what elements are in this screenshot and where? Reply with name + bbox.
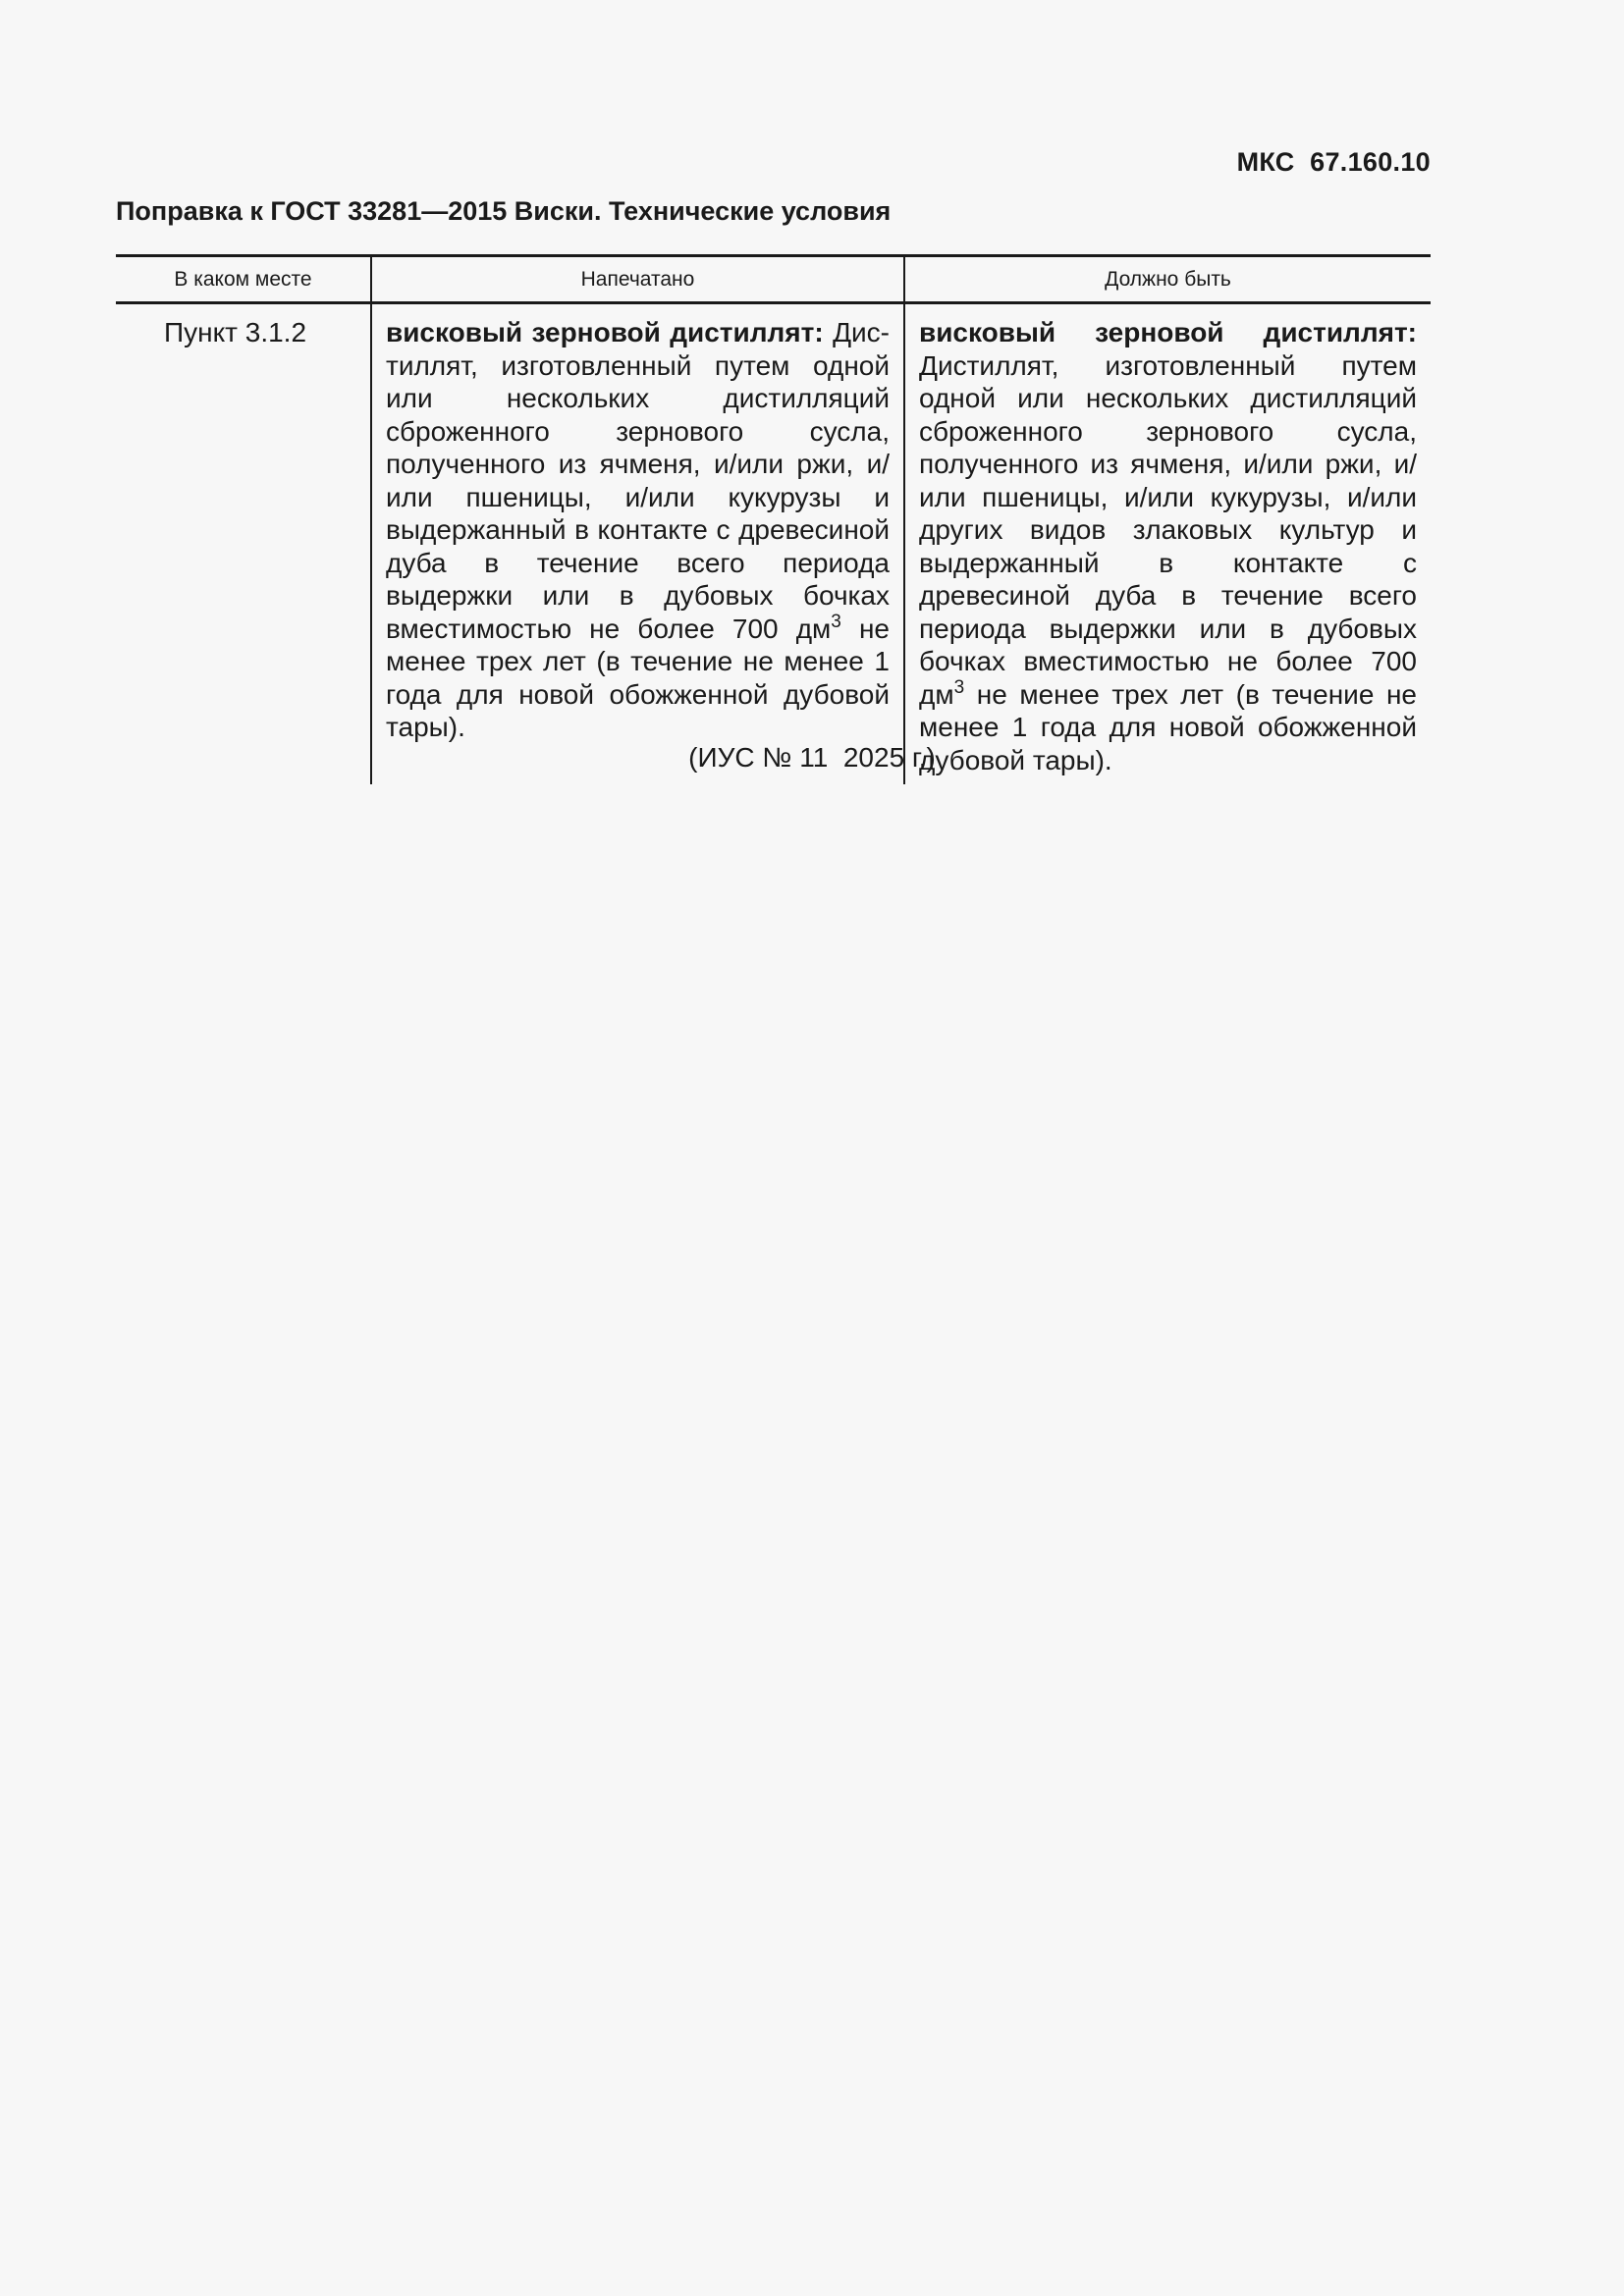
table-header-row [116,256,1431,303]
amendment-table [116,254,1431,784]
printed-superscript: 3 [831,611,841,632]
cell-place: Пункт 3.1.2 [163,317,307,347]
source-reference: (ИУС № 11 2025 г.) [688,742,936,773]
cell-correct [904,303,1431,785]
correct-superscript: 3 [953,676,965,698]
printed-text: Дистиллят, изготовленный путем одной или нескольких дистилляций сброженного зернового сусла, полученного из ячменя, и/или ржи, и/или пшеницы, и/или кукурузы и выдержанный в контакте с древесиной дуба в течение всего периода выдержки или в дубовых бочках вместимостью не более 700 дм [386,317,890,644]
column-header-correct: Должно быть [904,256,1431,303]
printed-term: висковый зерновой дистиллят: [386,317,824,347]
cell-printed [371,303,904,785]
correct-text: Дистиллят, изготовленный путем одной или нескольких дистилляций сброженного зернового сусла, полученного из ячменя, и/или ржи, и/или пшеницы, и/или кукурузы, и/или других видов злаковых культур и выдержанный в контакте с древесиной дуба в течение всего периода выдержки или в дубовых бочках вместимостью не более 700 дм [919,349,1417,710]
column-header-place: В каком месте [116,256,371,303]
document-title: Поправка к ГОСТ 33281—2015 Виски. Технические условия [116,196,892,226]
correct-term: висковый зерновой дистиллят: [919,317,1417,347]
table-row [116,303,1431,785]
column-header-printed: Напечатано [371,256,904,303]
printed-text-end: не менее трех лет (в течение не менее 1 года для новой обожженной дубовой тары). [386,613,890,742]
classification-code: МКС 67.160.10 [1236,147,1431,177]
correct-text-end: не менее трех лет (в течение не менее 1 года для новой обожженной дубовой тары). [919,678,1417,775]
